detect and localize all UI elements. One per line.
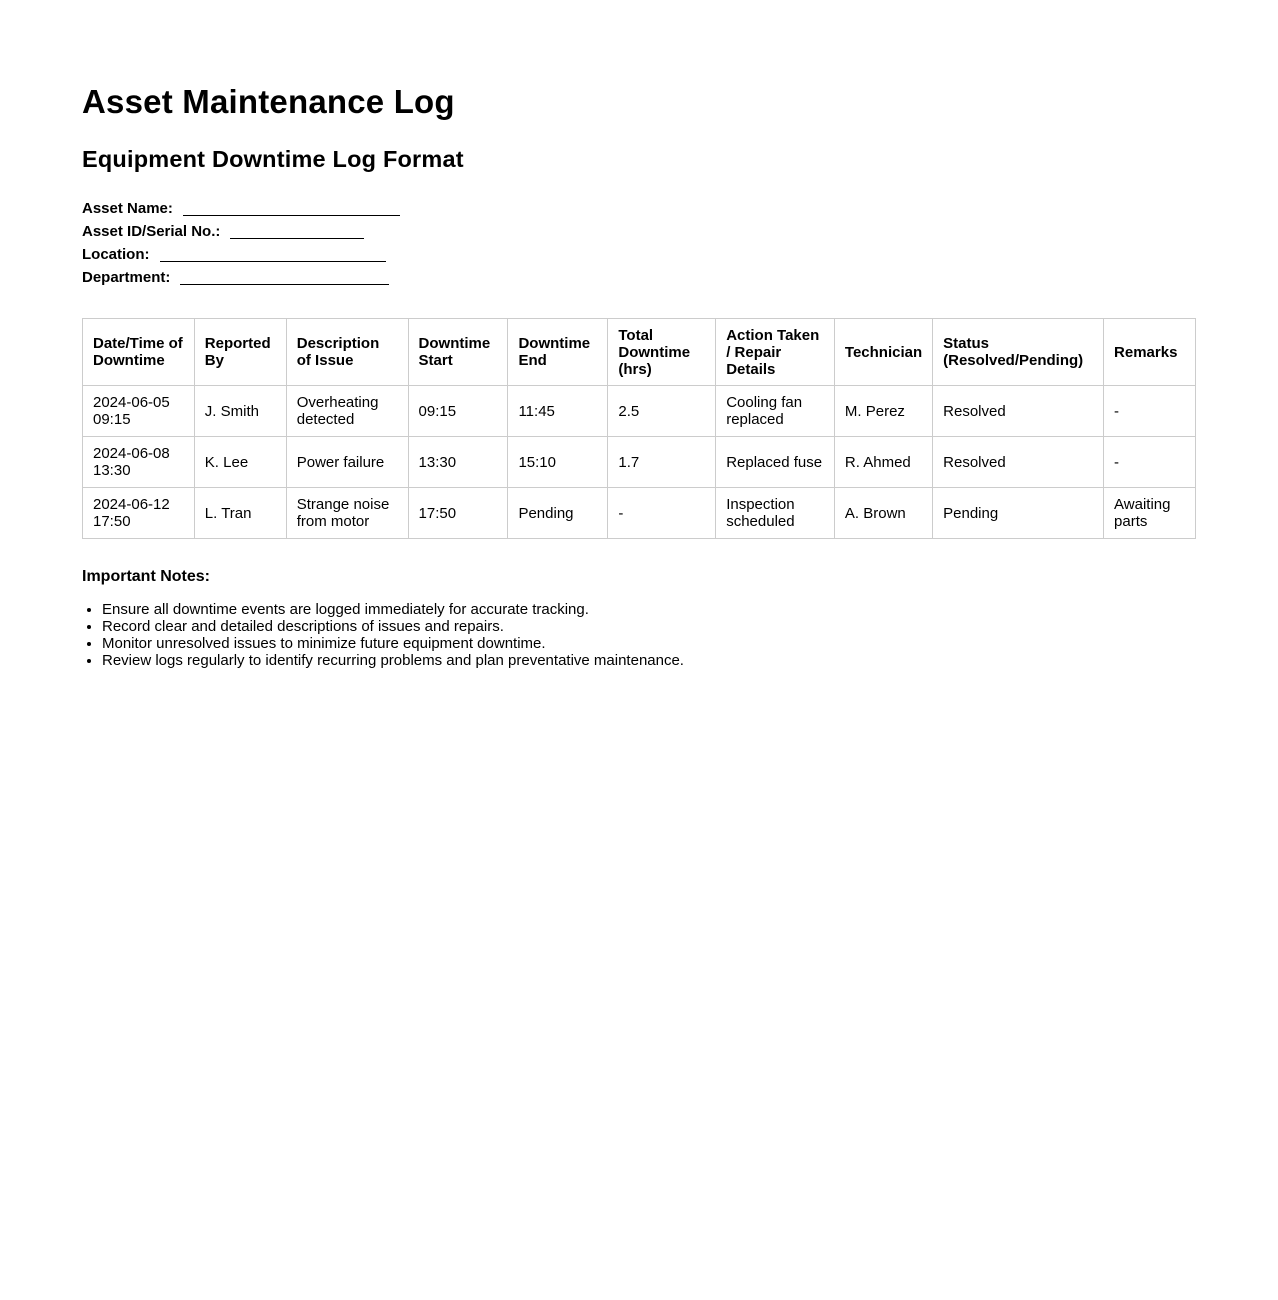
column-header-datetime: Date/Time of Downtime <box>83 319 195 386</box>
column-header-total-downtime: Total Downtime (hrs) <box>608 319 716 386</box>
table-cell: 2024-06-08 13:30 <box>83 437 195 488</box>
table-cell: Strange noise from motor <box>286 488 408 539</box>
asset-id-blank-line[interactable] <box>230 224 364 239</box>
table-cell: Pending <box>508 488 608 539</box>
column-header-reported-by: Reported By <box>194 319 286 386</box>
location-label: Location: <box>82 246 150 263</box>
table-cell: Replaced fuse <box>716 437 835 488</box>
column-header-downtime-start: Downtime Start <box>408 319 508 386</box>
table-cell: 09:15 <box>408 386 508 437</box>
table-cell: 2.5 <box>608 386 716 437</box>
location-blank-line[interactable] <box>160 247 386 262</box>
table-cell: A. Brown <box>834 488 932 539</box>
list-item: • Record clear and detailed descriptions of issues and repairs. <box>102 618 1196 635</box>
table-cell: 15:10 <box>508 437 608 488</box>
asset-name-field <box>82 197 1196 220</box>
page-title: Asset Maintenance Log <box>82 83 455 120</box>
table-cell: Inspection scheduled <box>716 488 835 539</box>
column-header-downtime-end: Downtime End <box>508 319 608 386</box>
table-cell: K. Lee <box>194 437 286 488</box>
table-cell: Overheating detected <box>286 386 408 437</box>
column-header-remarks: Remarks <box>1104 319 1196 386</box>
table-cell: M. Perez <box>834 386 932 437</box>
table-cell: Awaiting parts <box>1104 488 1196 539</box>
location-field <box>82 243 1196 266</box>
asset-info-fields <box>82 197 1196 289</box>
table-row <box>83 488 1196 539</box>
table-cell: Pending <box>933 488 1104 539</box>
table-cell: 13:30 <box>408 437 508 488</box>
table-cell: 2024-06-12 17:50 <box>83 488 195 539</box>
table-cell: - <box>608 488 716 539</box>
list-item: • Monitor unresolved issues to minimize future equipment downtime. <box>102 635 1196 652</box>
page-subtitle: Equipment Downtime Log Format <box>82 146 464 172</box>
department-field <box>82 266 1196 289</box>
department-blank-line[interactable] <box>180 270 389 285</box>
list-item: • Ensure all downtime events are logged immediately for accurate tracking. <box>102 601 1196 618</box>
department-label: Department: <box>82 269 171 286</box>
downtime-log-table <box>82 318 1196 539</box>
table-cell: 2024-06-05 09:15 <box>83 386 195 437</box>
table-cell: Resolved <box>933 386 1104 437</box>
table-row <box>83 386 1196 437</box>
column-header-action-taken: Action Taken / Repair Details <box>716 319 835 386</box>
table-cell: Power failure <box>286 437 408 488</box>
table-cell: - <box>1104 437 1196 488</box>
column-header-status: Status (Resolved/Pending) <box>933 319 1104 386</box>
table-cell: J. Smith <box>194 386 286 437</box>
notes-heading: Important Notes: <box>82 568 210 585</box>
table-cell: Resolved <box>933 437 1104 488</box>
table-cell: L. Tran <box>194 488 286 539</box>
asset-name-blank-line[interactable] <box>183 201 400 216</box>
table-cell: R. Ahmed <box>834 437 932 488</box>
column-header-technician: Technician <box>834 319 932 386</box>
table-cell: - <box>1104 386 1196 437</box>
asset-id-label: Asset ID/Serial No.: <box>82 223 221 240</box>
table-header-row <box>83 319 1196 386</box>
table-cell: Cooling fan replaced <box>716 386 835 437</box>
table-row <box>83 437 1196 488</box>
list-item: • Review logs regularly to identify recurring problems and plan preventative maintenance. <box>102 652 1196 669</box>
table-cell: 17:50 <box>408 488 508 539</box>
table-cell: 11:45 <box>508 386 608 437</box>
notes-list <box>82 601 1196 669</box>
table-cell: 1.7 <box>608 437 716 488</box>
asset-name-label: Asset Name: <box>82 200 173 217</box>
column-header-description: Description of Issue <box>286 319 408 386</box>
asset-id-field <box>82 220 1196 243</box>
